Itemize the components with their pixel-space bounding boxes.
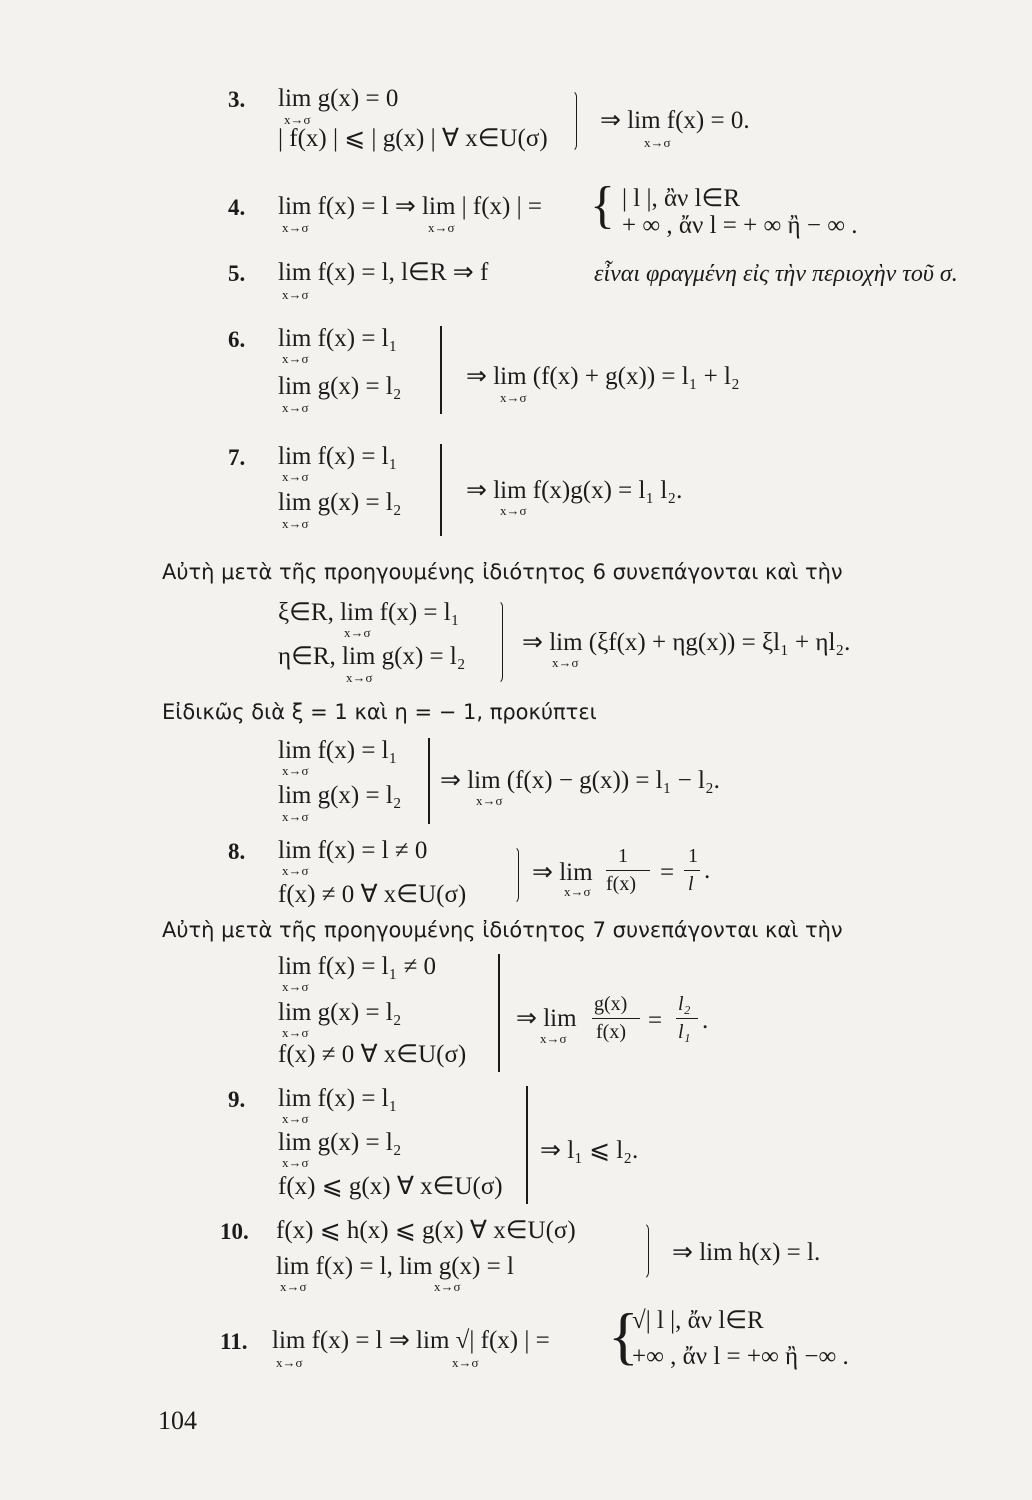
- limit-subscript: x→σ: [564, 884, 591, 899]
- item-3-line1: lim g(x) = 0: [278, 85, 399, 112]
- brace: [496, 600, 503, 684]
- paragraph-3: Αὐτὴ μετὰ τῆς προηγουμένης ἰδιότητος 7 συνεπάγονται καὶ τὴν: [162, 918, 843, 942]
- fraction-denominator: l₁: [678, 1021, 691, 1043]
- limit-subscript: x→σ: [282, 1025, 309, 1040]
- item-4-case1: | l |, ἂν l∈R: [622, 185, 741, 212]
- limit-subscript: x→σ: [282, 220, 309, 235]
- limit-subscript: x→σ: [282, 287, 309, 302]
- item-5-text: εἶναι φραγμένη εἰς τὴν περιοχὴν τοῦ σ.: [594, 261, 958, 287]
- item-6-line2: lim g(x) = l₂: [278, 373, 402, 400]
- limit-subscript: x→σ: [282, 400, 309, 415]
- item-4-case2: + ∞ , ἄν l = + ∞ ἢ − ∞ .: [622, 212, 858, 239]
- fraction-numerator: l₂: [678, 993, 691, 1015]
- limit-subscript: x→σ: [276, 1355, 303, 1370]
- item-9-result: ⇒ l₁ ⩽ l₂.: [540, 1137, 639, 1164]
- fraction-numerator: 1: [618, 845, 628, 867]
- page-number: 104: [158, 1406, 197, 1435]
- left-brace: {: [608, 1300, 639, 1371]
- limit-subscript: x→σ: [280, 1279, 307, 1294]
- fraction-bar: [684, 870, 700, 871]
- item-4-number: 4.: [228, 195, 246, 220]
- item-3-number: 3.: [228, 87, 246, 112]
- difference-line1: lim f(x) = l₁: [278, 737, 398, 764]
- limit-subscript: x→σ: [500, 390, 527, 405]
- left-brace: {: [590, 177, 615, 234]
- limit-subscript: x→σ: [540, 1031, 567, 1046]
- limit-subscript: x→σ: [282, 469, 309, 484]
- item-7-line1: lim f(x) = l₁: [278, 443, 398, 470]
- item-5-formula: lim f(x) = l, l∈R ⇒ f: [278, 259, 489, 286]
- item-11-case1: √| l |, ἄν l∈R: [632, 1307, 764, 1334]
- item-9-line1: lim f(x) = l₁: [278, 1085, 398, 1112]
- paragraph-1: Αὐτὴ μετὰ τῆς προηγουμένης ἰδιότητος 6 συνεπάγονται καὶ τὴν: [162, 560, 843, 584]
- item-9-number: 9.: [228, 1087, 246, 1112]
- brace: [440, 326, 442, 414]
- item-11-formula: lim f(x) = l ⇒ lim √| f(x) | =: [272, 1327, 550, 1354]
- limit-subscript: x→σ: [452, 1355, 479, 1370]
- limit-subscript: x→σ: [428, 220, 455, 235]
- item-8-line2: f(x) ≠ 0 ∀ x∈U(σ): [278, 881, 467, 908]
- limit-subscript: x→σ: [282, 1111, 309, 1126]
- quotient-line2: lim g(x) = l₂: [278, 999, 402, 1026]
- linearity-line2: η∈R, lim g(x) = l₂: [278, 643, 466, 670]
- item-10-line2: lim f(x) = l, lim g(x) = l: [276, 1253, 514, 1280]
- item-8-number: 8.: [228, 839, 246, 864]
- item-6-line1: lim f(x) = l₁: [278, 325, 398, 352]
- item-8-line1: lim f(x) = l ≠ 0: [278, 837, 428, 864]
- limit-subscript: x→σ: [434, 1279, 461, 1294]
- limit-subscript: x→σ: [284, 112, 311, 127]
- fraction-numerator: 1: [688, 845, 698, 867]
- item-6-number: 6.: [228, 327, 246, 352]
- period: .: [704, 857, 711, 884]
- equals-sign: =: [648, 1007, 663, 1034]
- difference-result: ⇒ lim (f(x) − g(x)) = l₁ − l₂.: [440, 767, 720, 794]
- brace: [428, 738, 430, 824]
- item-10-result: ⇒ lim h(x) = l.: [672, 1239, 821, 1266]
- item-11-number: 11.: [220, 1329, 248, 1354]
- item-9-line3: f(x) ⩽ g(x) ∀ x∈U(σ): [278, 1173, 503, 1200]
- equals-sign: =: [660, 859, 675, 886]
- fraction-denominator: f(x): [596, 1021, 626, 1043]
- limit-subscript: x→σ: [344, 625, 371, 640]
- brace: [640, 1222, 649, 1280]
- limit-subscript: x→σ: [346, 670, 373, 685]
- limit-subscript: x→σ: [282, 979, 309, 994]
- item-6-result: ⇒ lim (f(x) + g(x)) = l₁ + l₂: [466, 363, 740, 390]
- difference-line2: lim g(x) = l₂: [278, 782, 402, 809]
- fraction-denominator: l: [688, 873, 694, 895]
- quotient-lim: ⇒ lim: [516, 1005, 577, 1032]
- fraction-denominator: f(x): [606, 873, 636, 895]
- brace: [440, 444, 442, 536]
- limit-subscript: x→σ: [282, 351, 309, 366]
- fraction-bar: [592, 1018, 640, 1019]
- item-7-result: ⇒ lim f(x)g(x) = l₁ l₂.: [466, 477, 683, 504]
- item-4-formula: lim f(x) = l ⇒ lim | f(x) | =: [278, 193, 542, 220]
- item-7-line2: lim g(x) = l₂: [278, 489, 402, 516]
- fraction-bar: [676, 1018, 698, 1019]
- quotient-line1: lim f(x) = l₁ ≠ 0: [278, 953, 437, 980]
- limit-subscript: x→σ: [282, 863, 309, 878]
- fraction-numerator: g(x): [594, 993, 628, 1015]
- item-11-case2: +∞ , ἄν l = +∞ ἢ −∞ .: [632, 1343, 849, 1370]
- item-8-lim: ⇒ lim: [532, 859, 593, 886]
- limit-subscript: x→σ: [282, 516, 309, 531]
- linearity-result: ⇒ lim (ξf(x) + ηg(x)) = ξl₁ + ηl₂.: [522, 629, 851, 656]
- linearity-line1: ξ∈R, lim f(x) = l₁: [278, 599, 460, 626]
- limit-subscript: x→σ: [282, 809, 309, 824]
- quotient-line3: f(x) ≠ 0 ∀ x∈U(σ): [278, 1041, 467, 1068]
- limit-subscript: x→σ: [282, 1155, 309, 1170]
- item-7-number: 7.: [228, 445, 246, 470]
- brace: [498, 954, 500, 1072]
- item-3-result: ⇒ lim f(x) = 0.: [600, 107, 750, 134]
- limit-subscript: x→σ: [552, 655, 579, 670]
- fraction-bar: [606, 870, 650, 871]
- limit-subscript: x→σ: [500, 503, 527, 518]
- brace: [526, 1086, 528, 1204]
- brace: [512, 846, 519, 904]
- item-3-line2: | f(x) | ⩽ | g(x) | ∀ x∈U(σ): [278, 125, 548, 152]
- period: .: [702, 1007, 709, 1034]
- item-10-line1: f(x) ⩽ h(x) ⩽ g(x) ∀ x∈U(σ): [276, 1217, 576, 1244]
- item-9-line2: lim g(x) = l₂: [278, 1129, 402, 1156]
- limit-subscript: x→σ: [644, 135, 671, 150]
- limit-subscript: x→σ: [282, 763, 309, 778]
- item-10-number: 10.: [220, 1219, 249, 1244]
- paragraph-2: Εἰδικῶς διὰ ξ = 1 καὶ η = − 1, προκύπτει: [162, 700, 597, 724]
- brace: [570, 90, 577, 152]
- limit-subscript: x→σ: [476, 793, 503, 808]
- item-5-number: 5.: [228, 261, 246, 286]
